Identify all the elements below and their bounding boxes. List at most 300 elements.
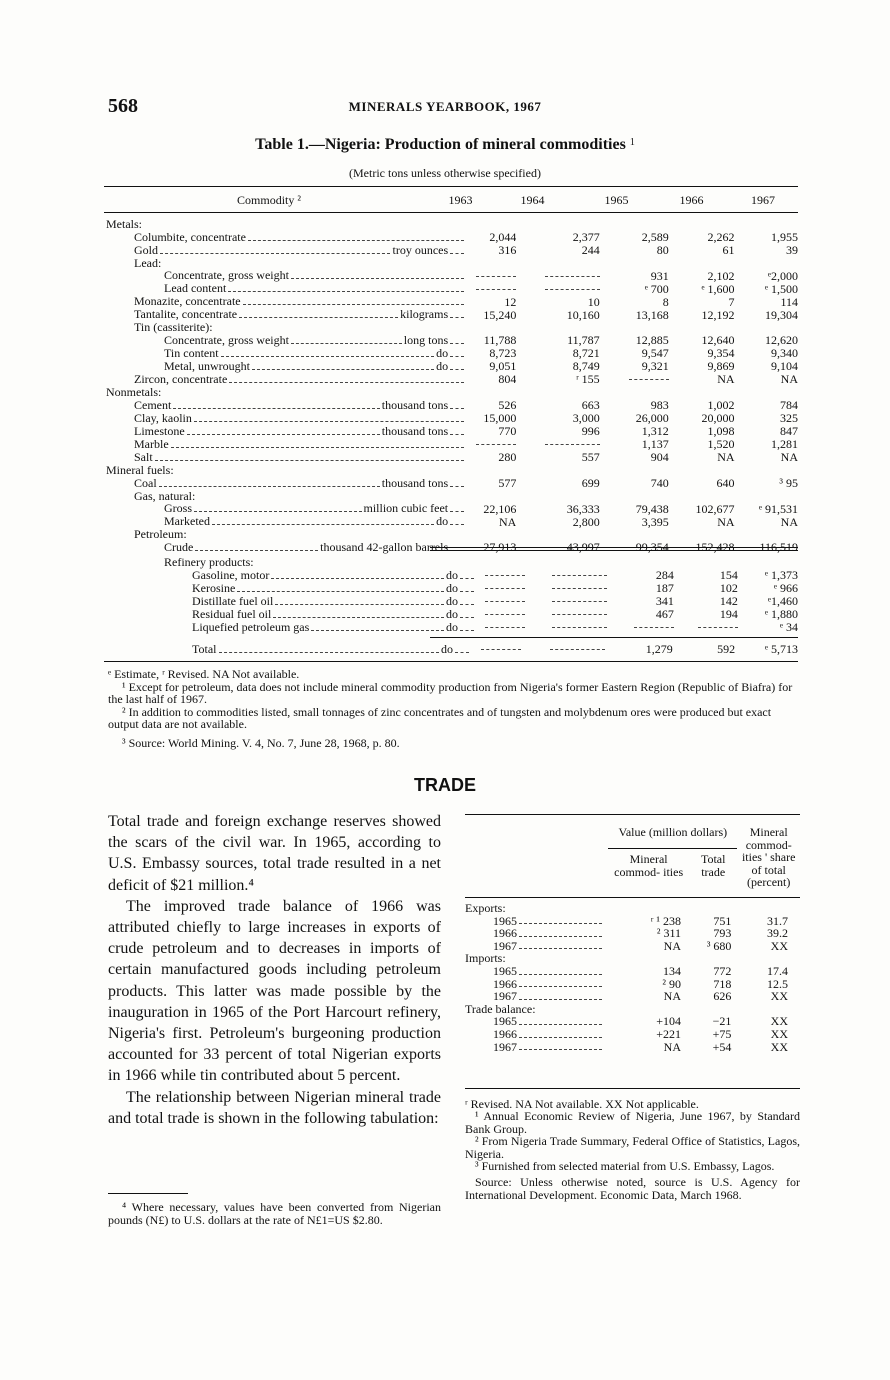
commodity-name: Lead: bbox=[134, 256, 162, 270]
col-1967: 1967 bbox=[751, 192, 775, 207]
cell-value bbox=[471, 643, 521, 656]
row-label bbox=[104, 360, 466, 373]
commodity-name: Clay, kaolin bbox=[134, 411, 192, 425]
cell-value: 244 bbox=[581, 243, 600, 257]
cell-value: 577 bbox=[498, 476, 517, 490]
cell-value: 12,192 bbox=[701, 308, 735, 322]
cell-value: NA bbox=[717, 373, 735, 387]
cell-value: 9,051 bbox=[489, 360, 517, 374]
row-label bbox=[104, 451, 466, 464]
table-double-rule bbox=[430, 547, 798, 551]
table-row bbox=[104, 218, 798, 231]
cell-value bbox=[521, 643, 605, 656]
cell-value bbox=[466, 490, 516, 503]
cell-value bbox=[735, 528, 798, 541]
cell-value: 1,312 bbox=[641, 424, 669, 438]
commodity-name: Petroleum: bbox=[134, 528, 187, 541]
cell-value: NA bbox=[717, 450, 735, 464]
cell-value: 280 bbox=[498, 450, 517, 464]
trade-year bbox=[465, 1028, 608, 1041]
cell-value bbox=[466, 464, 516, 477]
cell-value: 187 bbox=[655, 581, 674, 595]
cell-value bbox=[735, 464, 798, 477]
dash-placeholder bbox=[481, 649, 521, 650]
commodity-name: Columbite, concentrate bbox=[134, 230, 246, 244]
dash-placeholder bbox=[552, 601, 607, 602]
cell-value: 467 bbox=[655, 607, 674, 621]
trade-cell-total: 718 bbox=[713, 977, 732, 991]
leader-dots bbox=[271, 578, 444, 579]
cell-value bbox=[607, 556, 674, 569]
table-row bbox=[104, 334, 798, 347]
cell-value bbox=[669, 386, 735, 399]
unit: million cubic feet bbox=[363, 502, 449, 516]
table-row bbox=[104, 643, 798, 656]
trade-section-label: Exports: bbox=[465, 900, 506, 915]
leader-dots bbox=[239, 317, 398, 318]
trade-cell-share: XX bbox=[770, 939, 788, 953]
cell-value bbox=[516, 438, 599, 451]
unit: do bbox=[446, 568, 458, 582]
cell-value: 341 bbox=[655, 594, 674, 608]
cell-value: 142 bbox=[719, 594, 738, 608]
trade-header-row-1 bbox=[465, 820, 800, 849]
trade-year bbox=[465, 940, 608, 953]
row-label bbox=[104, 244, 466, 257]
cell-value bbox=[476, 582, 525, 595]
commodity-name: Gross bbox=[164, 502, 193, 516]
trade-cell-share: 39.2 bbox=[767, 927, 788, 940]
trade-cell-share: 12.5 bbox=[767, 977, 788, 991]
trade-cell-total: 626 bbox=[713, 990, 732, 1003]
year-text: 1965 bbox=[493, 914, 517, 928]
running-head: MINERALS YEARBOOK, 1967 bbox=[348, 99, 542, 114]
cell-value bbox=[600, 373, 669, 386]
cell-value bbox=[738, 556, 798, 569]
col-1966: 1966 bbox=[679, 192, 704, 207]
leader-dots bbox=[194, 421, 464, 422]
dash-placeholder bbox=[485, 627, 525, 628]
table-row bbox=[104, 438, 798, 451]
table-row bbox=[104, 569, 798, 582]
leader-dots bbox=[187, 434, 380, 435]
table-row bbox=[104, 621, 798, 634]
table-row bbox=[104, 528, 798, 541]
cell-value bbox=[525, 595, 606, 608]
cell-value: 1,137 bbox=[641, 437, 669, 451]
leader-dots bbox=[519, 978, 602, 988]
cell-value: 1,281 bbox=[771, 437, 798, 451]
cell-value: 996 bbox=[581, 424, 600, 438]
dash-placeholder bbox=[485, 588, 525, 589]
cell-value: 43,997 bbox=[566, 540, 600, 554]
trade-cell-total: 751 bbox=[713, 914, 732, 928]
commodity-name: Marketed bbox=[164, 515, 210, 529]
dash-placeholder bbox=[476, 444, 516, 445]
cell-value: ᵉ 966 bbox=[773, 581, 798, 595]
trade-cell-mineral: +221 bbox=[656, 1027, 681, 1041]
cell-value: 20,000 bbox=[701, 411, 735, 425]
table-title-text: Table 1.—Nigeria: Production of mineral commodities bbox=[255, 136, 626, 153]
cell-value: 12,640 bbox=[701, 334, 735, 348]
trade-cell-total: +75 bbox=[712, 1027, 732, 1041]
cell-value bbox=[669, 321, 735, 334]
cell-value: ᵉ2,000 bbox=[767, 269, 798, 283]
cell-value bbox=[600, 386, 669, 399]
cell-value bbox=[516, 269, 599, 282]
dash-placeholder bbox=[476, 276, 516, 277]
leader-dots bbox=[450, 356, 464, 357]
dash-placeholder bbox=[550, 649, 605, 650]
dash-placeholder bbox=[552, 627, 607, 628]
cell-value: 2,377 bbox=[572, 230, 600, 244]
row-label bbox=[104, 295, 466, 308]
row-label bbox=[104, 334, 466, 347]
year-text: 1966 bbox=[493, 1027, 517, 1041]
leader-dots bbox=[450, 408, 464, 409]
table-row bbox=[104, 373, 798, 386]
cell-value bbox=[607, 621, 674, 634]
commodity-name: Liquefied petroleum gas bbox=[192, 620, 310, 634]
cell-value bbox=[466, 438, 516, 451]
cell-value: NA bbox=[780, 450, 798, 464]
row-label bbox=[104, 308, 466, 321]
leader-dots bbox=[460, 604, 474, 605]
cell-value: 983 bbox=[650, 398, 669, 412]
cell-value: 154 bbox=[719, 568, 738, 582]
commodity-name: Nonmetals: bbox=[106, 386, 162, 399]
trade-note: ʳ Revised. NA Not available. XX Not applicable. bbox=[465, 1097, 699, 1111]
row-label bbox=[104, 425, 466, 438]
row-label bbox=[104, 269, 466, 282]
unit: do bbox=[446, 581, 458, 595]
unit: thousand tons bbox=[381, 476, 449, 490]
cell-value bbox=[525, 608, 606, 621]
table-note: ³ Source: World Mining. V. 4, No. 7, June 28, 1968, p. 80. bbox=[122, 735, 400, 750]
commodity-name: Concentrate, gross weight bbox=[164, 269, 289, 283]
trade-row bbox=[465, 978, 800, 991]
row-label bbox=[104, 502, 466, 515]
trade-note: ² From Nigeria Trade Summary, Federal Office of Statistics, Lagos, Nigeria. bbox=[465, 1134, 800, 1161]
cell-value: 10 bbox=[587, 295, 600, 309]
cell-value: 804 bbox=[498, 373, 517, 387]
cell-value bbox=[600, 321, 669, 334]
cell-value bbox=[516, 490, 599, 503]
leader-dots bbox=[519, 1041, 602, 1051]
unit: do bbox=[436, 515, 449, 529]
table-note: ᵉ Estimate, ʳ Revised. NA Not available. bbox=[108, 667, 300, 681]
trade-year bbox=[465, 990, 608, 1003]
trade-cell-mineral: +104 bbox=[656, 1015, 681, 1028]
leader-dots bbox=[273, 617, 444, 618]
year-text: 1966 bbox=[493, 977, 517, 991]
leader-dots bbox=[248, 240, 464, 241]
trade-section-row bbox=[465, 897, 800, 914]
dash-placeholder bbox=[485, 575, 525, 576]
trade-cell-mineral: NA bbox=[663, 1040, 681, 1054]
commodity-name: Zircon, concentrate bbox=[134, 373, 228, 387]
cell-value: 526 bbox=[498, 398, 517, 412]
year-text: 1965 bbox=[493, 964, 517, 978]
trade-section-label: Trade balance: bbox=[465, 1002, 536, 1016]
table-bottom-rule bbox=[104, 661, 798, 662]
trade-table-notes bbox=[465, 1098, 800, 1201]
trade-row bbox=[465, 1028, 800, 1041]
row-label bbox=[104, 556, 476, 569]
leader-dots bbox=[460, 591, 474, 592]
commodity-name: Limestone bbox=[134, 424, 185, 438]
dash-placeholder bbox=[634, 627, 674, 628]
leader-dots bbox=[155, 460, 464, 461]
unit: long tons bbox=[403, 334, 449, 348]
row-label bbox=[104, 621, 476, 634]
dash-placeholder bbox=[629, 379, 669, 380]
commodity-name: Gas, natural: bbox=[134, 489, 196, 503]
cell-value bbox=[669, 490, 735, 503]
cell-value bbox=[466, 282, 516, 295]
unit: troy ounces bbox=[392, 243, 449, 257]
leader-dots bbox=[450, 343, 464, 344]
commodity-name: Metals: bbox=[106, 218, 142, 231]
table-row bbox=[104, 490, 798, 503]
table-row bbox=[104, 608, 798, 621]
table-row bbox=[104, 451, 798, 464]
cell-value: NA bbox=[780, 515, 798, 529]
trade-cell-share: XX bbox=[770, 1015, 788, 1028]
leader-dots bbox=[519, 940, 602, 950]
commodity-name: Tin content bbox=[164, 347, 219, 361]
cell-value bbox=[600, 528, 669, 541]
cell-value: 9,321 bbox=[641, 360, 669, 374]
trade-cell-mineral: 134 bbox=[663, 964, 681, 978]
cell-value bbox=[466, 218, 516, 231]
commodity-name: Marble bbox=[134, 437, 169, 451]
cell-value: 3,000 bbox=[572, 411, 600, 425]
cell-value: 9,869 bbox=[707, 360, 735, 374]
cell-value bbox=[735, 218, 798, 231]
row-label bbox=[104, 386, 466, 399]
cell-value: 79,438 bbox=[635, 502, 669, 516]
cell-value bbox=[735, 257, 798, 270]
table-row bbox=[104, 464, 798, 477]
year-text: 1967 bbox=[493, 990, 517, 1003]
row-label bbox=[104, 257, 466, 270]
cell-value: ᵉ 5,713 bbox=[764, 643, 798, 656]
trade-cell-total: 793 bbox=[713, 927, 732, 940]
trade-row bbox=[465, 990, 800, 1003]
dash-placeholder bbox=[552, 588, 607, 589]
header-row bbox=[104, 187, 798, 213]
paragraph: The relationship between Nigerian mineral trade and total trade is shown in the following tabulation: bbox=[108, 1088, 441, 1127]
leader-dots bbox=[450, 524, 464, 525]
cell-value: NA bbox=[780, 373, 798, 387]
cell-value: 102 bbox=[719, 581, 738, 595]
trade-section-row bbox=[465, 952, 800, 965]
cell-value: 847 bbox=[780, 424, 798, 438]
dash-placeholder bbox=[698, 627, 738, 628]
trade-year bbox=[465, 1015, 608, 1028]
trade-row bbox=[465, 940, 800, 953]
cell-value bbox=[525, 582, 606, 595]
leader-dots bbox=[519, 1015, 602, 1025]
cell-value: 1,279 bbox=[645, 643, 673, 656]
cell-value: 11,788 bbox=[483, 334, 517, 348]
cell-value: 640 bbox=[716, 476, 735, 490]
trade-year bbox=[465, 978, 608, 991]
table-row bbox=[104, 386, 798, 399]
cell-value: 114 bbox=[780, 295, 798, 309]
table-subtitle: (Metric tons unless otherwise specified) bbox=[349, 166, 541, 180]
row-label bbox=[104, 595, 476, 608]
trade-year bbox=[465, 1041, 608, 1054]
commodity-name: Kerosine bbox=[192, 581, 236, 595]
cell-value: 325 bbox=[780, 411, 798, 425]
trade-section-row bbox=[465, 1003, 800, 1016]
year-text: 1967 bbox=[493, 939, 517, 953]
cell-value: ʳ 155 bbox=[576, 373, 600, 387]
row-label bbox=[104, 399, 466, 412]
cell-value bbox=[516, 257, 599, 270]
cell-value: 15,000 bbox=[483, 411, 517, 425]
cell-value: 9,547 bbox=[641, 347, 669, 361]
trade-cell-total: −21 bbox=[712, 1015, 732, 1028]
commodity-name: Concentrate, gross weight bbox=[164, 334, 289, 348]
total-table-body bbox=[104, 643, 798, 656]
cell-value: 3,395 bbox=[641, 515, 669, 529]
leader-dots bbox=[519, 965, 602, 975]
trade-cell-total: 772 bbox=[713, 964, 732, 978]
cell-value: ᵉ 91,531 bbox=[758, 502, 798, 516]
cell-value: 2,800 bbox=[572, 515, 600, 529]
trade-cell-mineral: NA bbox=[663, 939, 681, 953]
leader-dots bbox=[450, 317, 464, 318]
footnote-rule bbox=[108, 1193, 188, 1194]
cell-value: 102,677 bbox=[695, 502, 735, 516]
paragraph: Total trade and foreign exchange reserves showed the scars of the civil war. In 1965, according to U.S. Embassy sources, total trade resulted in a net deficit of $21 million.⁴ bbox=[108, 813, 441, 894]
row-label bbox=[104, 608, 476, 621]
cell-value: ³ 95 bbox=[779, 476, 798, 490]
row-label bbox=[104, 373, 466, 386]
trade-cell-total: +54 bbox=[712, 1040, 732, 1054]
cell-value bbox=[476, 621, 525, 634]
table-row bbox=[104, 308, 798, 321]
cell-value: 2,262 bbox=[707, 230, 735, 244]
cell-value bbox=[674, 621, 738, 634]
commodity-name: Mineral fuels: bbox=[106, 463, 174, 477]
cell-value: 8,721 bbox=[572, 347, 600, 361]
total-rule bbox=[430, 637, 798, 638]
trade-year bbox=[465, 927, 608, 940]
row-label bbox=[104, 231, 466, 244]
row-label bbox=[104, 218, 466, 231]
cell-value bbox=[525, 556, 606, 569]
year-text: 1966 bbox=[493, 927, 517, 940]
cell-value: NA bbox=[499, 515, 517, 529]
cell-value bbox=[516, 386, 599, 399]
cell-value: 10,160 bbox=[566, 308, 600, 322]
cell-value bbox=[516, 218, 599, 231]
cell-value bbox=[525, 569, 606, 582]
cell-value: 740 bbox=[650, 476, 669, 490]
page-number: 568 bbox=[108, 95, 138, 117]
row-label bbox=[104, 643, 471, 656]
col-1965: 1965 bbox=[604, 192, 629, 207]
cell-value: ᵉ 1,373 bbox=[764, 568, 798, 582]
cell-value: 592 bbox=[717, 643, 736, 656]
unit: do bbox=[446, 620, 458, 634]
cell-value bbox=[516, 464, 599, 477]
leader-dots bbox=[219, 652, 439, 653]
commodity-name: Total bbox=[192, 643, 217, 656]
dash-placeholder bbox=[485, 614, 525, 615]
year-text: 1965 bbox=[493, 1015, 517, 1028]
row-label bbox=[104, 347, 466, 360]
leader-dots bbox=[291, 278, 464, 279]
col-mineral: Mineral commod- ities bbox=[614, 852, 684, 879]
col-total-trade: Total trade bbox=[700, 852, 726, 879]
cell-value: ᵉ 700 bbox=[644, 282, 669, 296]
unit: kilograms bbox=[400, 308, 449, 322]
cell-value: 152,428 bbox=[695, 540, 735, 554]
cell-value: 39 bbox=[786, 243, 798, 257]
cell-value: 99,354 bbox=[635, 540, 669, 554]
cell-value: 26,000 bbox=[635, 411, 669, 425]
commodity-name: Tin (cassiterite): bbox=[134, 321, 213, 335]
dash-placeholder bbox=[545, 444, 600, 445]
leader-dots bbox=[221, 356, 435, 357]
table-row bbox=[104, 595, 798, 608]
table-title bbox=[0, 136, 890, 154]
dash-placeholder bbox=[545, 276, 600, 277]
cell-value bbox=[669, 218, 735, 231]
table-row bbox=[104, 282, 798, 295]
trade-cell-mineral: NA bbox=[663, 990, 681, 1003]
leader-dots bbox=[455, 652, 469, 653]
table-row bbox=[104, 425, 798, 438]
col-1964: 1964 bbox=[520, 192, 545, 207]
cell-value: ᵉ 34 bbox=[779, 620, 798, 634]
dash-placeholder bbox=[552, 614, 607, 615]
trade-section-label: Imports: bbox=[465, 952, 506, 965]
year-text: 1967 bbox=[493, 1040, 517, 1054]
cell-value bbox=[674, 556, 738, 569]
cell-value: 8 bbox=[662, 295, 669, 309]
leader-dots bbox=[450, 369, 464, 370]
leader-dots bbox=[171, 447, 464, 448]
cell-value bbox=[669, 257, 735, 270]
row-label bbox=[104, 321, 466, 334]
cell-value: ᵉ 1,880 bbox=[764, 607, 798, 621]
cell-value: 2,102 bbox=[707, 269, 735, 283]
cell-value: 8,749 bbox=[572, 360, 600, 374]
row-label bbox=[104, 541, 466, 554]
cell-value: 22,106 bbox=[483, 502, 517, 516]
cell-value: 316 bbox=[498, 243, 517, 257]
unit: do bbox=[446, 594, 458, 608]
leader-dots bbox=[519, 1028, 602, 1038]
cell-value: 19,304 bbox=[765, 308, 798, 322]
cell-value: 15,240 bbox=[483, 308, 517, 322]
table-row bbox=[104, 582, 798, 595]
leader-dots bbox=[243, 304, 465, 305]
commodity-name: Salt bbox=[134, 450, 153, 464]
unit: thousand tons bbox=[381, 398, 449, 412]
leader-dots bbox=[229, 382, 464, 383]
trade-header-separator bbox=[465, 889, 800, 898]
trade-cell-mineral: ² 90 bbox=[662, 977, 681, 991]
trade-table-rows bbox=[465, 897, 800, 1053]
table-note: ² In addition to commodities listed, small tonnages of zinc concentrates and of tungsten and molybdenum ores were produced but exact output data are not available. bbox=[108, 704, 772, 731]
